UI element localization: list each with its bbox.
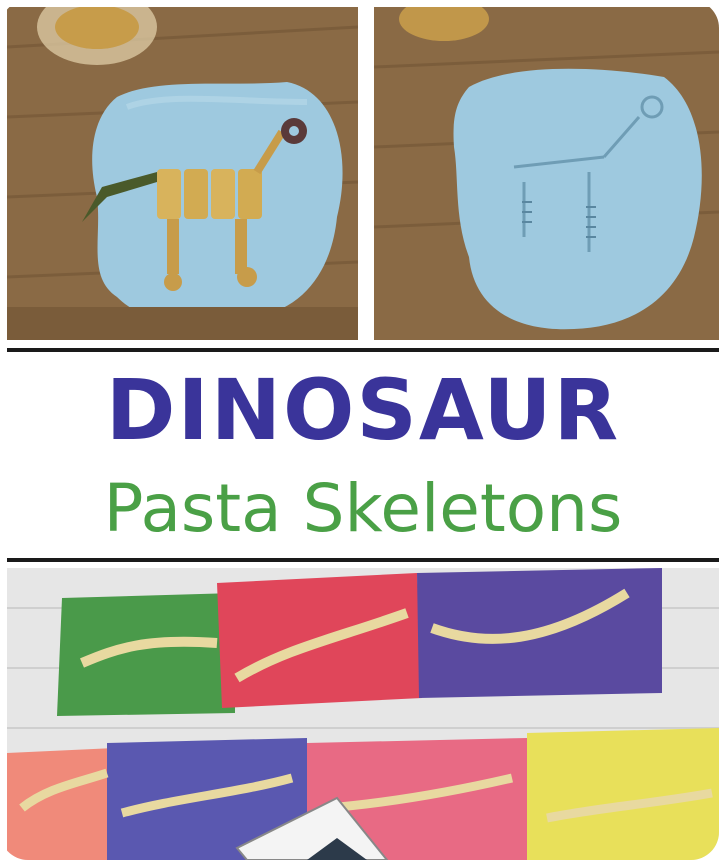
skeleton-art-wall-image xyxy=(7,568,719,860)
fossil-imprint-image xyxy=(374,7,719,340)
playdough-pasta-dinosaur-photo xyxy=(7,7,358,340)
playdough-fossil-imprint-photo xyxy=(374,7,719,340)
pasta-dinosaur-image xyxy=(7,7,358,340)
pasta-skeleton-art-wall-photo xyxy=(7,568,719,860)
title-banner xyxy=(7,348,719,562)
banner-subtitle: Pasta Skeletons xyxy=(103,470,623,547)
banner-title: DINOSAUR xyxy=(105,361,621,459)
